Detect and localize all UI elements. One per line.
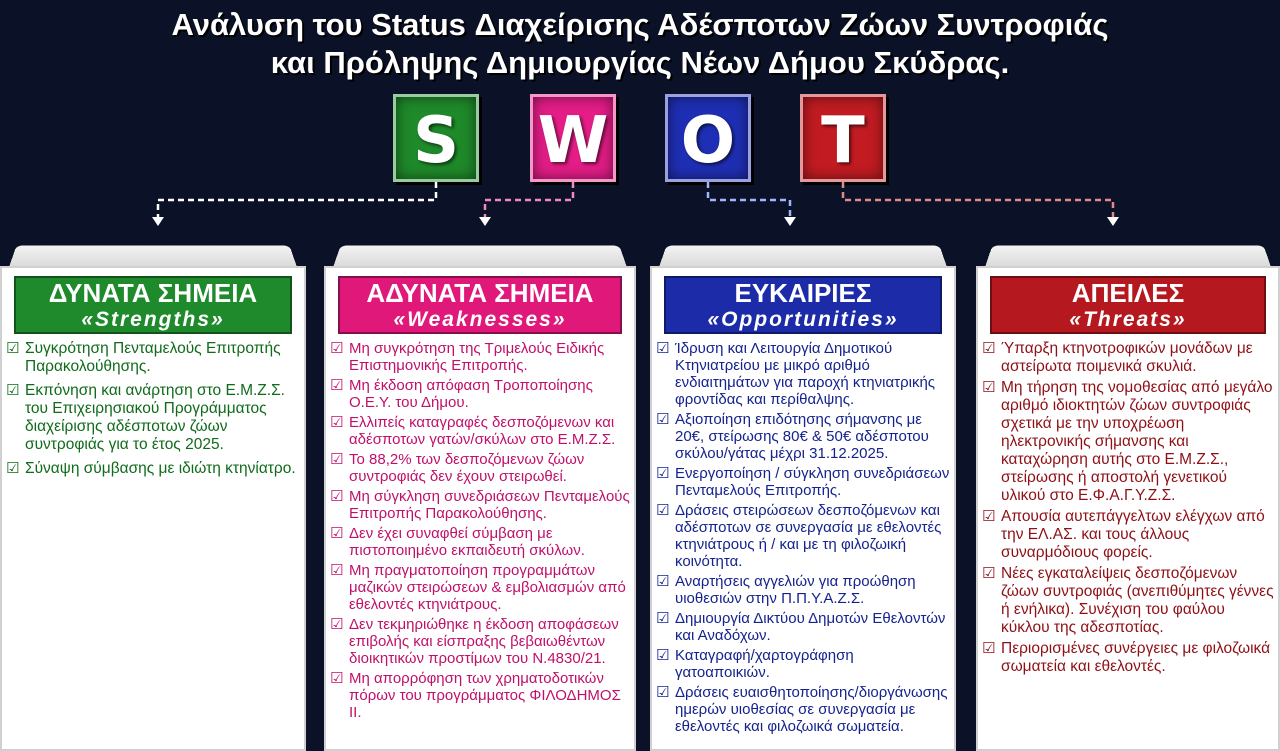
strengths-item-text: Σύναψη σύμβασης με ιδιώτη κτηνίατρο.	[25, 460, 296, 477]
checkbox-check-icon: ☑	[330, 413, 344, 431]
checkbox-check-icon: ☑	[656, 339, 670, 357]
opportunities-item-text: Δράσεις ευαισθητοποίησης/διοργάνωσης ημερών υιοθεσίας σε συνεργασία με εθελοντές και φιλοζωικά σωματεία.	[675, 684, 948, 735]
weaknesses-list-item	[330, 562, 630, 613]
title-line-1: Ανάλυση του Status Διαχείρισης Αδέσποτων Ζώων Συντροφιάς	[171, 7, 1109, 42]
opportunities-list-item	[656, 573, 950, 607]
opportunities-list-item	[656, 647, 950, 681]
threats-arrow-icon	[1107, 217, 1119, 226]
strengths-item-text: Εκπόνηση και ανάρτηση στο Ε.Μ.Ζ.Σ. του Επιχειρησιακού Προγράμματος διαχείρισης αδέσποτων ζώων συντροφιάς για το έτος 2025.	[25, 382, 285, 453]
threats-subtitle: «Threats»	[1069, 308, 1187, 331]
checkbox-check-icon: ☑	[656, 501, 670, 519]
opportunities-item-text: Καταγραφή/χαρτογράφηση γατοαποικιών.	[675, 647, 854, 681]
opportunities-list-item	[656, 684, 950, 735]
checkbox-check-icon: ☑	[330, 450, 344, 468]
strengths-connector	[158, 182, 436, 218]
weaknesses-list-item	[330, 451, 630, 485]
weaknesses-panel	[324, 236, 636, 751]
opportunities-header	[664, 276, 942, 334]
weaknesses-item-text: Δεν τεκμηριώθηκε η έκδοση αποφάσεων επιβολής και είσπραξης βεβαιωθέντων διοικητικών προστίμων του Ν.4830/21.	[349, 616, 619, 667]
opportunities-title: ΕΥΚΑΙΡΙΕΣ	[734, 278, 872, 308]
weaknesses-list-item	[330, 670, 630, 721]
opportunities-item-text: Δράσεις στειρώσεων δεσποζόμενων και αδέσποτων σε συνεργασία με εθελοντές κτηνιάτρους ή / και με τη φιλοζωική κοινότητα.	[675, 502, 942, 570]
threats-connector	[843, 182, 1113, 218]
threats-list	[982, 340, 1274, 679]
letter-t-tile: T	[800, 94, 886, 182]
threats-list-item	[982, 640, 1274, 676]
letter-s-tile: S	[393, 94, 479, 182]
weaknesses-list-item	[330, 414, 630, 448]
threats-item-text: Νέες εγκαταλείψεις δεσποζόμενων ζώων συντροφιάς (ανεπιθύμητες γέννες ή ενήλικα). Συνέχιση του φαύλου κύκλου της αδεσποτίας.	[1001, 565, 1274, 636]
checkbox-check-icon: ☑	[330, 376, 344, 394]
checkbox-check-icon: ☑	[656, 683, 670, 701]
checkbox-check-icon: ☑	[982, 564, 996, 582]
threats-list-item	[982, 379, 1274, 505]
threats-title: ΑΠΕΙΛΕΣ	[1071, 278, 1185, 308]
strengths-list-item	[6, 340, 300, 376]
threats-item-text: Απουσία αυτεπάγγελτων ελέγχων από την ΕΛ.ΑΣ. και τους άλλους συναρμόδιους φορείς.	[1001, 508, 1265, 561]
strengths-list-item	[6, 382, 300, 454]
checkbox-check-icon: ☑	[982, 339, 996, 357]
strengths-list	[6, 340, 300, 484]
checkbox-check-icon: ☑	[982, 378, 996, 396]
opportunities-item-text: Δημιουργία Δικτύου Δημοτών Εθελοντών και Αναδόχων.	[675, 610, 946, 644]
weaknesses-list-item	[330, 616, 630, 667]
threats-list-item	[982, 508, 1274, 562]
weaknesses-title: ΑΔΥΝΑΤΑ ΣΗΜΕΙΑ	[366, 278, 594, 308]
threats-item-text: Μη τήρηση της νομοθεσίας από μεγάλο αριθμό ιδιοκτητών ζώων συντροφιάς σχετικά με την υποχρέωση ηλεκτρονικής σήμανσης και καταχώρηση αυτής στο Ε.Μ.Ζ.Σ., στείρωσης ή αποστολή γενετικού υλικού στο Ε.Φ.Α.Γ.Υ.Ζ.Σ.	[1001, 379, 1273, 504]
checkbox-check-icon: ☑	[6, 459, 20, 477]
weaknesses-item-text: Δεν έχει συναφθεί σύμβαση με πιστοποιημένο εκπαιδευτή σκύλων.	[349, 525, 585, 559]
opportunities-list-item	[656, 411, 950, 462]
checkbox-check-icon: ☑	[656, 609, 670, 627]
strengths-arrow-icon	[152, 217, 164, 226]
page-title	[0, 6, 1280, 82]
weaknesses-list-item	[330, 525, 630, 559]
checkbox-check-icon: ☑	[330, 561, 344, 579]
strengths-paper	[0, 266, 306, 751]
checkbox-check-icon: ☑	[330, 615, 344, 633]
weaknesses-item-text: Μη πραγματοποίηση προγραμμάτων μαζικών στειρώσεων & εμβολιασμών από εθελοντές κτηνιάτρους.	[349, 562, 626, 613]
opportunities-list-item	[656, 502, 950, 570]
checkbox-check-icon: ☑	[982, 507, 996, 525]
checkbox-check-icon: ☑	[6, 339, 20, 357]
checkbox-check-icon: ☑	[656, 410, 670, 428]
checkbox-check-icon: ☑	[6, 381, 20, 399]
weaknesses-item-text: Μη έκδοση απόφαση Τροποποίησης Ο.Ε.Υ. του Δήμου.	[349, 377, 593, 411]
checkbox-check-icon: ☑	[982, 639, 996, 657]
strengths-subtitle: «Strengths»	[81, 308, 225, 331]
opportunities-arrow-icon	[784, 217, 796, 226]
weaknesses-item-text: Μη σύγκληση συνεδριάσεων Πενταμελούς Επιτροπής Παρακολούθησης.	[349, 488, 630, 522]
threats-item-text: Ύπαρξη κτηνοτροφικών μονάδων με αστείρωτα ποιμενικά σκυλιά.	[1001, 340, 1253, 375]
weaknesses-item-text: Μη απορρόφηση των χρηματοδοτικών πόρων του προγράμματος ΦΙΛΟΔΗΜΟΣ ΙΙ.	[349, 670, 621, 721]
opportunities-panel	[650, 236, 956, 751]
threats-panel	[976, 236, 1280, 751]
letter-w-tile: W	[530, 94, 616, 182]
strengths-panel	[0, 236, 306, 751]
checkbox-check-icon: ☑	[330, 339, 344, 357]
weaknesses-arrow-icon	[479, 217, 491, 226]
strengths-header	[14, 276, 292, 334]
strengths-title: ΔΥΝΑΤΑ ΣΗΜΕΙΑ	[48, 278, 258, 308]
threats-list-item	[982, 565, 1274, 637]
checkbox-check-icon: ☑	[656, 646, 670, 664]
strengths-item-text: Συγκρότηση Πενταμελούς Επιτροπής Παρακολούθησης.	[25, 340, 281, 375]
weaknesses-list	[330, 340, 630, 724]
checkbox-check-icon: ☑	[330, 487, 344, 505]
opportunities-subtitle: «Opportunities»	[707, 308, 899, 331]
weaknesses-list-item	[330, 377, 630, 411]
threats-header	[990, 276, 1266, 334]
weaknesses-item-text: Το 88,2% των δεσποζόμενων ζώων συντροφιάς δεν έχουν στειρωθεί.	[349, 451, 585, 485]
opportunities-item-text: Ενεργοποίηση / σύγκληση συνεδριάσεων Πενταμελούς Επιτροπής.	[675, 465, 950, 499]
opportunities-list-item	[656, 340, 950, 408]
threats-list-item	[982, 340, 1274, 376]
weaknesses-list-item	[330, 488, 630, 522]
weaknesses-header	[338, 276, 622, 334]
weaknesses-connector	[485, 182, 573, 218]
checkbox-check-icon: ☑	[656, 572, 670, 590]
letter-o-tile: O	[665, 94, 751, 182]
opportunities-list	[656, 340, 950, 738]
opportunities-item-text: Αναρτήσεις αγγελιών για προώθηση υιοθεσιών στην Π.Π.Υ.Α.Ζ.Σ.	[675, 573, 916, 607]
opportunities-list-item	[656, 610, 950, 644]
opportunities-item-text: Αξιοποίηση επιδότησης σήμανσης με 20€, στείρωσης 80€ & 50€ αδέσποτου σκύλου/γάτας μέχρι 31.12.2025.	[675, 411, 929, 462]
opportunities-item-text: Ίδρυση και Λειτουργία Δημοτικού Κτηνιατρείου με μικρό αριθμό ενδιαιτημάτων για παροχή κτηνιατρικής φροντίδας και περίθαλψης.	[675, 340, 936, 408]
checkbox-check-icon: ☑	[330, 669, 344, 687]
weaknesses-item-text: Μη συγκρότηση της Τριμελούς Ειδικής Επιστημονικής Επιτροπής.	[349, 340, 605, 374]
checkbox-check-icon: ☑	[656, 464, 670, 482]
strengths-list-item	[6, 460, 300, 478]
weaknesses-list-item	[330, 340, 630, 374]
weaknesses-item-text: Ελλιπείς καταγραφές δεσποζόμενων και αδέσποτων γατών/σκύλων στο Ε.Μ.Ζ.Σ.	[349, 414, 616, 448]
checkbox-check-icon: ☑	[330, 524, 344, 542]
weaknesses-subtitle: «Weaknesses»	[393, 308, 567, 331]
opportunities-connector	[708, 182, 790, 218]
title-line-2: και Πρόληψης Δημιουργίας Νέων Δήμου Σκύδρας.	[270, 45, 1010, 80]
opportunities-list-item	[656, 465, 950, 499]
threats-item-text: Περιορισμένες συνέργειες με φιλοζωικά σωματεία και εθελοντές.	[1001, 640, 1271, 675]
